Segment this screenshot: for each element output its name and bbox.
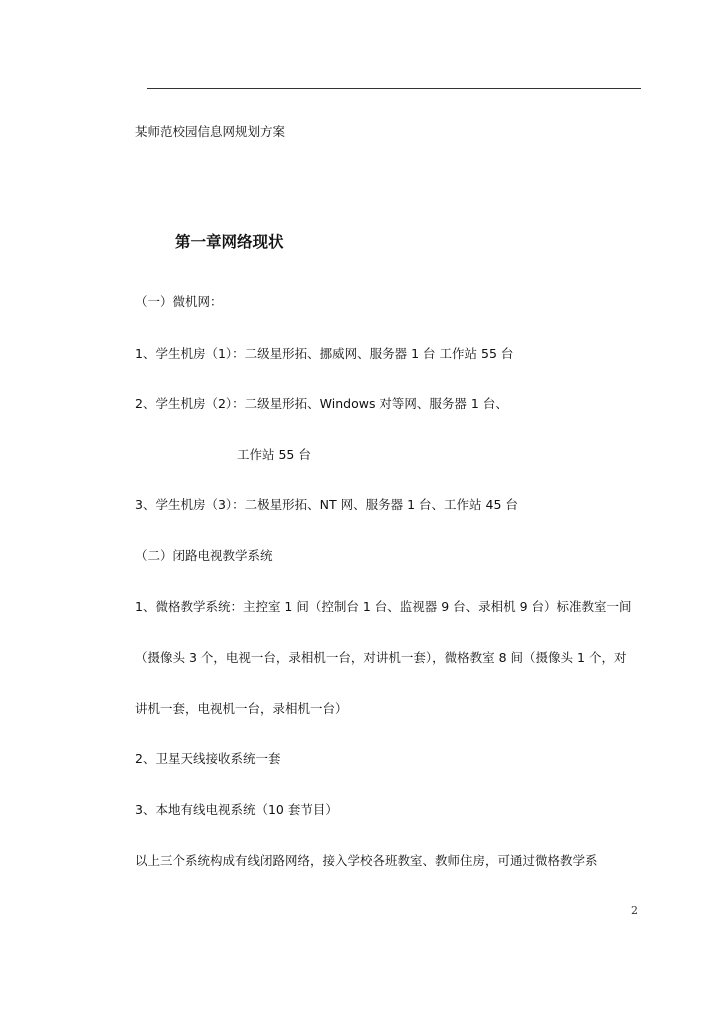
header-rule — [147, 88, 641, 89]
list-item-lab-3: 3、学生机房（3）：二极星形拓、NT 网、服务器 1 台、工作站 45 台 — [135, 497, 518, 512]
paragraph-line: （摄像头 3 个，电视一台，录相机一台，对讲机一套），微格教室 8 间（摄像头 1 个，对 — [135, 650, 627, 665]
list-item-cable-tv: 3、本地有线电视系统（10 套节目） — [135, 802, 338, 817]
list-item-lab-1: 1、学生机房（1）：二级星形拓、挪威网、服务器 1 台 工作站 55 台 — [135, 346, 514, 361]
page-number: 2 — [631, 904, 638, 917]
section-heading-microcomputer-network: （一）微机网： — [135, 294, 223, 309]
paragraph-line: 1、微格教学系统：主控室 1 间（控制台 1 台、监视器 9 台、录相机 9 台）标准教室一间 — [135, 599, 632, 614]
list-item-lab-2-continued: 工作站 55 台 — [237, 447, 311, 462]
chapter-heading: 第一章网络现状 — [175, 233, 284, 251]
paragraph-line: 讲机一套，电视机一台，录相机一台） — [135, 701, 348, 716]
list-item-lab-2: 2、学生机房（2）：二级星形拓、Windows 对等网、服务器 1 台、 — [135, 396, 508, 411]
list-item-satellite: 2、卫星天线接收系统一套 — [135, 751, 281, 766]
section-heading-cctv-system: （二）闭路电视教学系统 — [135, 548, 273, 563]
document-title: 某师范校园信息网规划方案 — [135, 124, 286, 139]
paragraph-line: 以上三个系统构成有线闭路网络，接入学校各班教室、教师住房，可通过微格教学系 — [135, 853, 598, 868]
